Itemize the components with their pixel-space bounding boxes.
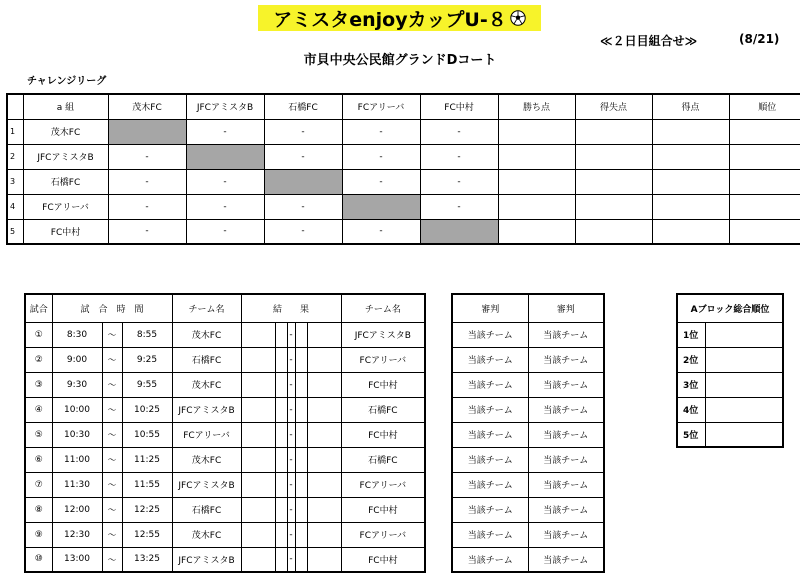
score-dash: - <box>287 372 295 397</box>
home-team: 茂木FC <box>172 447 241 472</box>
league-result-cell: - <box>108 169 186 194</box>
league-self-cell <box>264 169 342 194</box>
away-team: 石橋FC <box>341 447 425 472</box>
referee-cell: 当該チーム <box>452 447 528 472</box>
time-tilde: ～ <box>102 447 122 472</box>
league-col-team: FC中村 <box>420 94 498 119</box>
home-score <box>241 522 275 547</box>
schedule-table <box>24 293 426 573</box>
referee-row <box>452 372 604 397</box>
venue-title: 市貝中央公民館グランドDコート <box>303 53 497 68</box>
match-end-time: 13:25 <box>122 547 172 572</box>
league-result-cell: - <box>108 194 186 219</box>
schedule-row <box>25 397 425 422</box>
score-spacer <box>295 472 307 497</box>
match-end-time: 8:55 <box>122 322 172 347</box>
home-score <box>241 547 275 572</box>
score-dash: - <box>287 547 295 572</box>
score-spacer <box>295 522 307 547</box>
league-stat-cell <box>652 119 729 144</box>
score-dash: - <box>287 322 295 347</box>
league-row-team: FCアリーバ <box>23 194 108 219</box>
referee-cell: 当該チーム <box>528 322 604 347</box>
away-score <box>307 547 341 572</box>
league-row-team: 石橋FC <box>23 169 108 194</box>
league-result-cell: - <box>342 119 420 144</box>
ranking-row <box>677 397 783 422</box>
home-score <box>241 322 275 347</box>
score-spacer <box>275 497 287 522</box>
away-score <box>307 372 341 397</box>
schedule-row <box>25 522 425 547</box>
away-team: FC中村 <box>341 497 425 522</box>
match-number: ③ <box>25 372 52 397</box>
ranking-title: Aブロック総合順位 <box>677 294 783 322</box>
match-start-time: 9:30 <box>52 372 102 397</box>
ranking-table <box>676 293 784 448</box>
score-spacer <box>295 447 307 472</box>
schedule-row <box>25 372 425 397</box>
league-result-cell: - <box>186 194 264 219</box>
league-stat-cell <box>652 194 729 219</box>
match-no-header: 試合 <box>25 294 52 322</box>
referee-cell: 当該チーム <box>452 347 528 372</box>
away-score <box>307 522 341 547</box>
referee-cell: 当該チーム <box>452 322 528 347</box>
score-spacer <box>275 472 287 497</box>
referee-row <box>452 547 604 572</box>
league-row-number: 1 <box>7 119 23 144</box>
score-spacer <box>275 397 287 422</box>
league-result-cell: - <box>420 194 498 219</box>
home-team: FCアリーバ <box>172 422 241 447</box>
match-number: ① <box>25 322 52 347</box>
time-tilde: ～ <box>102 397 122 422</box>
score-dash: - <box>287 447 295 472</box>
tournament-title: アミスタenjoyカップU-８ <box>273 8 507 31</box>
league-stat-cell <box>498 169 575 194</box>
league-stat-cell <box>498 144 575 169</box>
league-row-number: 5 <box>7 219 23 244</box>
match-start-time: 10:30 <box>52 422 102 447</box>
match-number: ⑧ <box>25 497 52 522</box>
away-team: FCアリーバ <box>341 347 425 372</box>
away-score <box>307 497 341 522</box>
match-end-time: 10:25 <box>122 397 172 422</box>
match-start-time: 11:30 <box>52 472 102 497</box>
score-dash: - <box>287 347 295 372</box>
league-result-cell: - <box>420 119 498 144</box>
time-tilde: ～ <box>102 372 122 397</box>
schedule-row <box>25 547 425 572</box>
ranking-row <box>677 372 783 397</box>
match-start-time: 12:00 <box>52 497 102 522</box>
soccer-ball-icon <box>510 10 526 26</box>
referee-cell: 当該チーム <box>528 422 604 447</box>
match-end-time: 10:55 <box>122 422 172 447</box>
team2-header: チーム名 <box>341 294 425 322</box>
match-end-time: 12:25 <box>122 497 172 522</box>
match-end-time: 11:25 <box>122 447 172 472</box>
schedule-row <box>25 422 425 447</box>
score-spacer <box>275 372 287 397</box>
league-row-team: FC中村 <box>23 219 108 244</box>
schedule-row <box>25 322 425 347</box>
league-stat-cell <box>498 194 575 219</box>
league-stat-cell <box>575 119 652 144</box>
schedule-row <box>25 472 425 497</box>
match-number: ④ <box>25 397 52 422</box>
referee-row <box>452 447 604 472</box>
match-start-time: 9:00 <box>52 347 102 372</box>
league-row-team: JFCアミスタB <box>23 144 108 169</box>
score-spacer <box>275 522 287 547</box>
referee-row <box>452 397 604 422</box>
score-spacer <box>275 447 287 472</box>
score-dash: - <box>287 422 295 447</box>
away-score <box>307 422 341 447</box>
score-spacer <box>295 347 307 372</box>
league-col-team: FCアリーバ <box>342 94 420 119</box>
league-stat-cell <box>498 119 575 144</box>
schedule-row <box>25 497 425 522</box>
referee-row <box>452 322 604 347</box>
league-row <box>7 169 800 194</box>
referee-header-row <box>452 294 604 322</box>
tournament-title-banner <box>258 5 541 31</box>
league-stat-header: 得失点 <box>575 94 652 119</box>
league-result-cell: - <box>108 144 186 169</box>
home-score <box>241 347 275 372</box>
league-stat-cell <box>652 219 729 244</box>
match-start-time: 8:30 <box>52 322 102 347</box>
home-team: JFCアミスタB <box>172 472 241 497</box>
match-number: ⑩ <box>25 547 52 572</box>
match-start-time: 13:00 <box>52 547 102 572</box>
ranking-place-label: 2位 <box>677 347 705 372</box>
away-team: FC中村 <box>341 422 425 447</box>
referee-cell: 当該チーム <box>452 422 528 447</box>
schedule-header-row <box>25 294 425 322</box>
away-score <box>307 322 341 347</box>
referee-cell: 当該チーム <box>452 522 528 547</box>
referee-cell: 当該チーム <box>452 547 528 572</box>
score-dash: - <box>287 522 295 547</box>
away-team: FCアリーバ <box>341 472 425 497</box>
away-team: FC中村 <box>341 372 425 397</box>
referee-cell: 当該チーム <box>528 447 604 472</box>
time-tilde: ～ <box>102 322 122 347</box>
league-result-cell: - <box>264 194 342 219</box>
league-stat-cell <box>652 169 729 194</box>
referee-cell: 当該チーム <box>528 397 604 422</box>
referee-table <box>451 293 605 573</box>
ranking-team-cell <box>705 372 783 397</box>
league-row <box>7 194 800 219</box>
league-stat-cell <box>729 144 800 169</box>
league-result-cell: - <box>264 219 342 244</box>
league-stat-cell <box>729 119 800 144</box>
schedule-row <box>25 347 425 372</box>
away-team: 石橋FC <box>341 397 425 422</box>
time-tilde: ～ <box>102 347 122 372</box>
league-stat-cell <box>729 194 800 219</box>
league-stat-cell <box>575 144 652 169</box>
home-score <box>241 472 275 497</box>
league-name: チャレンジリーグ <box>27 76 107 87</box>
score-dash: - <box>287 397 295 422</box>
away-team: FC中村 <box>341 547 425 572</box>
league-table <box>6 93 800 245</box>
score-dash: - <box>287 497 295 522</box>
referee-cell: 当該チーム <box>528 347 604 372</box>
score-spacer <box>295 497 307 522</box>
ranking-place-label: 3位 <box>677 372 705 397</box>
league-row <box>7 219 800 244</box>
ranking-team-cell <box>705 422 783 447</box>
referee-cell: 当該チーム <box>452 472 528 497</box>
time-header: 試 合 時 間 <box>52 294 172 322</box>
ranking-row <box>677 422 783 447</box>
league-result-cell: - <box>342 219 420 244</box>
home-score <box>241 497 275 522</box>
score-spacer <box>275 547 287 572</box>
match-number: ⑨ <box>25 522 52 547</box>
referee-cell: 当該チーム <box>528 372 604 397</box>
league-stat-cell <box>729 219 800 244</box>
score-spacer <box>295 422 307 447</box>
league-row-number: 2 <box>7 144 23 169</box>
match-end-time: 9:25 <box>122 347 172 372</box>
away-score <box>307 447 341 472</box>
league-stat-cell <box>575 169 652 194</box>
match-end-time: 11:55 <box>122 472 172 497</box>
match-number: ⑤ <box>25 422 52 447</box>
score-spacer <box>275 322 287 347</box>
ranking-row <box>677 347 783 372</box>
league-result-cell: - <box>264 119 342 144</box>
league-self-cell <box>342 194 420 219</box>
league-result-cell: - <box>342 144 420 169</box>
league-stat-cell <box>652 144 729 169</box>
away-team: JFCアミスタB <box>341 322 425 347</box>
team-header: チーム名 <box>172 294 241 322</box>
league-row-number: 3 <box>7 169 23 194</box>
match-start-time: 11:00 <box>52 447 102 472</box>
league-stat-header: 勝ち点 <box>498 94 575 119</box>
referee-header-2: 審判 <box>528 294 604 322</box>
league-result-cell: - <box>264 144 342 169</box>
referee-cell: 当該チーム <box>528 472 604 497</box>
league-result-cell: - <box>186 219 264 244</box>
score-spacer <box>295 372 307 397</box>
home-score <box>241 372 275 397</box>
league-col-team: 茂木FC <box>108 94 186 119</box>
match-start-time: 12:30 <box>52 522 102 547</box>
referee-row <box>452 522 604 547</box>
home-team: 茂木FC <box>172 372 241 397</box>
home-score <box>241 397 275 422</box>
league-row <box>7 144 800 169</box>
league-stat-cell <box>729 169 800 194</box>
league-row-number: 4 <box>7 194 23 219</box>
league-result-cell: - <box>342 169 420 194</box>
group-label: a 組 <box>23 94 108 119</box>
away-team: FCアリーバ <box>341 522 425 547</box>
home-team: 茂木FC <box>172 522 241 547</box>
match-number: ⑦ <box>25 472 52 497</box>
league-col-team: 石橋FC <box>264 94 342 119</box>
home-score <box>241 422 275 447</box>
referee-cell: 当該チーム <box>452 397 528 422</box>
ranking-team-cell <box>705 347 783 372</box>
away-score <box>307 472 341 497</box>
league-result-cell: - <box>420 144 498 169</box>
day-label: ≪２日目組合せ≫ <box>600 34 698 48</box>
score-spacer <box>295 547 307 572</box>
match-number: ② <box>25 347 52 372</box>
referee-row <box>452 422 604 447</box>
league-row-team: 茂木FC <box>23 119 108 144</box>
time-tilde: ～ <box>102 497 122 522</box>
time-tilde: ～ <box>102 522 122 547</box>
referee-cell: 当該チーム <box>528 547 604 572</box>
league-header-row <box>7 94 800 119</box>
match-end-time: 9:55 <box>122 372 172 397</box>
league-result-cell: - <box>186 119 264 144</box>
league-result-cell: - <box>420 169 498 194</box>
home-team: 石橋FC <box>172 497 241 522</box>
score-spacer <box>275 347 287 372</box>
ranking-place-label: 1位 <box>677 322 705 347</box>
ranking-team-cell <box>705 397 783 422</box>
league-self-cell <box>186 144 264 169</box>
league-result-cell: - <box>186 169 264 194</box>
ranking-place-label: 5位 <box>677 422 705 447</box>
time-tilde: ～ <box>102 472 122 497</box>
referee-cell: 当該チーム <box>452 372 528 397</box>
league-stat-header: 得点 <box>652 94 729 119</box>
home-team: JFCアミスタB <box>172 397 241 422</box>
schedule-row <box>25 447 425 472</box>
time-tilde: ～ <box>102 547 122 572</box>
league-self-cell <box>108 119 186 144</box>
score-spacer <box>295 397 307 422</box>
referee-cell: 当該チーム <box>452 497 528 522</box>
league-stat-cell <box>575 219 652 244</box>
referee-row <box>452 497 604 522</box>
referee-row <box>452 472 604 497</box>
ranking-team-cell <box>705 322 783 347</box>
home-team: JFCアミスタB <box>172 547 241 572</box>
league-stat-cell <box>575 194 652 219</box>
ranking-header-row <box>677 294 783 322</box>
home-team: 石橋FC <box>172 347 241 372</box>
score-spacer <box>295 322 307 347</box>
score-spacer <box>275 422 287 447</box>
match-end-time: 12:55 <box>122 522 172 547</box>
away-score <box>307 397 341 422</box>
result-header: 結 果 <box>241 294 341 322</box>
ranking-row <box>677 322 783 347</box>
home-team: 茂木FC <box>172 322 241 347</box>
league-result-cell: - <box>108 219 186 244</box>
referee-row <box>452 347 604 372</box>
league-row <box>7 119 800 144</box>
league-stat-header: 順位 <box>729 94 800 119</box>
referee-cell: 当該チーム <box>528 522 604 547</box>
ranking-place-label: 4位 <box>677 397 705 422</box>
match-number: ⑥ <box>25 447 52 472</box>
league-col-team: JFCアミスタB <box>186 94 264 119</box>
league-self-cell <box>420 219 498 244</box>
date-label: (8/21) <box>739 32 780 46</box>
referee-cell: 当該チーム <box>528 497 604 522</box>
referee-header-1: 審判 <box>452 294 528 322</box>
time-tilde: ～ <box>102 422 122 447</box>
away-score <box>307 347 341 372</box>
home-score <box>241 447 275 472</box>
league-stat-cell <box>498 219 575 244</box>
match-start-time: 10:00 <box>52 397 102 422</box>
league-corner-cell <box>7 94 23 119</box>
score-dash: - <box>287 472 295 497</box>
